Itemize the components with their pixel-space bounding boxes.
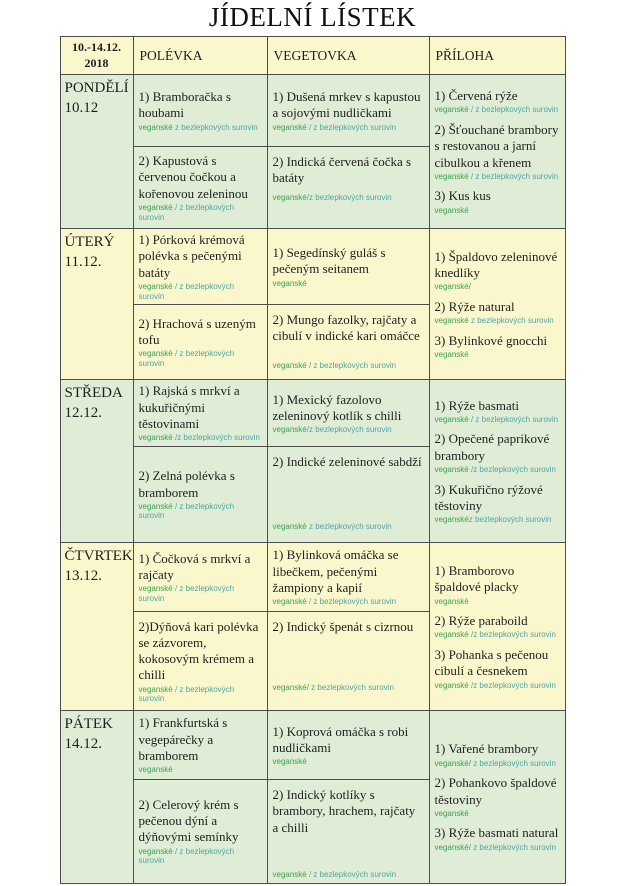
diet-note-vegan: veganské	[138, 202, 173, 212]
row-tuesday-top	[60, 229, 565, 305]
cell-monday-priloha	[429, 75, 565, 229]
menu-item-title: 2) Indická červená čočka s batáty	[272, 154, 412, 186]
menu-item-title: 1) Frankfurtská s vegepárečky a bramborem	[138, 715, 228, 763]
diet-note	[435, 759, 560, 769]
diet-note-vegan: veganské	[138, 122, 173, 132]
side-item	[435, 482, 560, 525]
diet-note	[273, 123, 424, 133]
menu-item-title: 1) Špaldovo zeleninové knedlíky	[434, 248, 558, 281]
menu-item-title: 2) Rýže natural	[434, 298, 515, 314]
column-header-priloha: PŘÍLOHA	[429, 37, 565, 75]
diet-note-gluten-free: z bezlepkových surovin	[470, 842, 556, 852]
menu-item-title: 1) Pórková krémová polévka s pečenými batáty	[138, 232, 245, 280]
diet-note-vegan: veganské	[272, 122, 307, 132]
day-date: 11.12.	[64, 253, 102, 270]
cell-wednesday-vegetovka-2	[267, 447, 429, 543]
menu-item-title: 1) Vařené brambory	[434, 741, 539, 757]
cell-wednesday-vegetovka-1	[267, 380, 429, 447]
side-item	[435, 647, 560, 690]
menu-item-title: 1) Rajská s mrkví a kukuřičnými těstovinami	[138, 383, 240, 431]
diet-note	[435, 206, 560, 216]
day-cell-thursday	[60, 543, 133, 711]
diet-note-gluten-free: / z bezlepkových surovin	[138, 684, 237, 704]
week-date-header	[60, 37, 133, 75]
diet-note	[139, 685, 262, 704]
menu-table	[60, 36, 566, 884]
day-name: ČTVRTEK	[64, 548, 133, 565]
diet-note-gluten-free: /z bezlepkových surovin	[468, 630, 556, 640]
diet-note-vegan: veganské/	[434, 282, 471, 292]
diet-note	[273, 597, 424, 607]
diet-note-vegan: veganské	[434, 464, 469, 474]
page-title: JÍDELNÍ LÍSTEK	[208, 2, 417, 32]
menu-item-title: 2) Opečené paprikové brambory	[434, 431, 550, 463]
diet-note-gluten-free: z bezlepkových surovin	[468, 316, 554, 326]
day-date: 13.12.	[64, 567, 102, 584]
diet-note-vegan: veganské	[138, 846, 173, 856]
cell-monday-polevka-2	[133, 147, 267, 229]
diet-note	[435, 415, 560, 425]
diet-note-vegan: veganské	[272, 597, 307, 607]
week-date-range: 10.-14.12.	[72, 40, 121, 54]
diet-note	[139, 123, 262, 133]
diet-note-gluten-free: /z bezlepkových surovin	[306, 192, 392, 202]
diet-note	[139, 502, 262, 521]
diet-note-vegan: veganské	[434, 414, 469, 424]
day-name: PONDĚLÍ	[64, 80, 129, 97]
diet-note-vegan: veganské/	[434, 842, 471, 852]
cell-thursday-vegetovka-1	[267, 543, 429, 612]
side-item	[435, 333, 560, 360]
side-item	[435, 741, 560, 768]
day-cell-monday	[60, 75, 133, 229]
side-item	[435, 431, 560, 474]
diet-note-vegan: veganské	[434, 808, 469, 818]
menu-item-title: 2) Indické zeleninové sabdží	[272, 454, 422, 470]
cell-monday-vegetovka-1	[267, 75, 429, 147]
diet-note-gluten-free: / z bezlepkových surovin	[138, 281, 237, 301]
diet-note-gluten-free: z bezlepkových surovin	[468, 515, 552, 525]
diet-note	[435, 316, 560, 326]
diet-note-gluten-free: /z bezlepkových surovin	[172, 433, 260, 443]
diet-note-gluten-free: / z bezlepkových surovin	[138, 501, 237, 521]
diet-note-gluten-free: /z bezlepkových surovin	[306, 425, 392, 435]
day-cell-wednesday	[60, 380, 133, 543]
diet-note-vegan: veganské	[272, 278, 307, 288]
diet-note-gluten-free: z bezlepkových surovin	[470, 758, 556, 768]
diet-note-vegan: veganské	[434, 680, 469, 690]
cell-tuesday-vegetovka-2	[267, 305, 429, 380]
menu-item-title: 1) Koprová omáčka s robi nudličkami	[272, 723, 409, 755]
diet-note-gluten-free: / z bezlepkových surovin	[306, 360, 397, 370]
side-item	[435, 775, 560, 818]
cell-monday-vegetovka-2	[267, 147, 429, 229]
diet-note	[435, 843, 560, 853]
menu-item-title: 2) Pohankovo špaldové těstoviny	[434, 775, 557, 807]
cell-tuesday-polevka-1	[133, 229, 267, 305]
menu-item-title: 2) Rýže paraboild	[434, 613, 528, 629]
diet-note-gluten-free: / z bezlepkových surovin	[468, 414, 559, 424]
diet-note-vegan: veganské	[434, 205, 469, 215]
diet-note-vegan: veganské	[272, 425, 307, 435]
menu-item-title: 2)Dýňová kari polévka se zázvorem, kokosovým krémem a chilli	[138, 618, 259, 683]
side-item	[435, 122, 560, 181]
diet-note-gluten-free: /z bezlepkových surovin	[468, 680, 556, 690]
diet-note-gluten-free: / z bezlepkových surovin	[138, 846, 237, 866]
day-date: 12.12.	[64, 404, 102, 421]
cell-tuesday-vegetovka-1	[267, 229, 429, 305]
row-wednesday-top	[60, 380, 565, 447]
cell-friday-vegetovka-1	[267, 711, 429, 780]
row-monday-top	[60, 75, 565, 147]
diet-note	[273, 425, 424, 435]
diet-note-gluten-free: / z bezlepkových surovin	[468, 171, 559, 181]
diet-note	[435, 172, 560, 182]
diet-note	[273, 279, 424, 289]
cell-friday-priloha	[429, 711, 565, 883]
diet-note	[435, 630, 560, 640]
diet-note-gluten-free: / z bezlepkových surovin	[306, 869, 397, 879]
cell-friday-polevka-1	[133, 711, 267, 780]
diet-note-gluten-free: z bezlepkových surovin	[172, 122, 258, 132]
menu-item-title: 2) Indický špenát s cizrnou	[272, 619, 414, 635]
diet-note-vegan: veganské	[272, 757, 307, 767]
menu-item-title: 3) Pohanka s pečenou cibulí a česnekem	[434, 647, 549, 679]
diet-note	[139, 349, 262, 368]
diet-note-vegan: veganské	[434, 105, 469, 115]
menu-item-title: 2) Hrachová s uzeným tofu	[138, 315, 256, 348]
diet-note	[273, 361, 424, 371]
diet-note-vegan: veganské	[434, 515, 469, 525]
menu-item-title: 1) Čočková s mrkví a rajčaty	[138, 550, 251, 583]
menu-item-title: 3) Rýže basmati natural	[434, 825, 559, 841]
diet-note-vegan: veganské	[434, 316, 469, 326]
diet-note	[435, 597, 560, 607]
diet-note	[139, 433, 262, 443]
menu-item-title: 1) Dušená mrkev s kapustou a sojovými nudličkami	[272, 89, 421, 121]
side-item	[435, 88, 560, 115]
diet-note-vegan: veganské/	[272, 683, 309, 693]
diet-note-gluten-free: / z bezlepkových surovin	[138, 202, 237, 222]
cell-thursday-priloha	[429, 543, 565, 711]
day-cell-tuesday	[60, 229, 133, 380]
diet-note	[273, 193, 424, 203]
column-header-vegetovka: VEGETOVKA	[267, 37, 429, 75]
diet-note	[139, 847, 262, 866]
side-item	[435, 188, 560, 215]
day-name: ÚTERÝ	[64, 234, 115, 251]
cell-monday-polevka-1	[133, 75, 267, 147]
diet-note-gluten-free: / z bezlepkových surovin	[138, 584, 237, 603]
row-thursday-top	[60, 543, 565, 612]
diet-note-gluten-free: z bezlepkových surovin	[308, 683, 394, 693]
diet-note-gluten-free: z bezlepkových surovin	[306, 522, 392, 532]
menu-item-title: 2) Šťouchané brambory s restovanou a jarní cibulkou a křenem	[434, 122, 559, 170]
cell-wednesday-polevka-2	[133, 447, 267, 543]
diet-note-vegan: veganské	[138, 433, 173, 443]
diet-note-vegan: veganské/	[434, 758, 471, 768]
diet-note-vegan: veganské	[272, 192, 307, 202]
diet-note-vegan: veganské	[272, 869, 307, 879]
diet-note	[273, 757, 424, 767]
diet-note	[139, 584, 262, 603]
diet-note-vegan: veganské	[434, 349, 469, 359]
diet-note-gluten-free: /z bezlepkových surovin	[468, 464, 556, 474]
cell-wednesday-priloha	[429, 380, 565, 543]
diet-note	[273, 683, 424, 693]
day-date: 14.12.	[64, 735, 102, 752]
diet-note	[435, 465, 560, 475]
diet-note	[273, 522, 424, 532]
cell-tuesday-priloha	[429, 229, 565, 380]
menu-item-title: 2) Indický kotlíky s brambory, hrachem, rajčaty a chilli	[272, 787, 416, 835]
diet-note-vegan: veganské	[272, 360, 307, 370]
diet-note-vegan: veganské	[434, 596, 469, 606]
diet-note	[435, 105, 560, 115]
diet-note	[139, 765, 262, 775]
menu-item-title: 1) Bylinková omáčka se libečkem, pečenými žampiony a kapií	[272, 547, 399, 595]
day-name: STŘEDA	[64, 385, 123, 402]
diet-note-vegan: veganské	[138, 281, 173, 291]
menu-item-title: 2) Zelná polévka s bramborem	[138, 468, 235, 500]
side-item	[435, 299, 560, 326]
diet-note-vegan: veganské	[138, 684, 173, 694]
side-item	[435, 563, 560, 606]
menu-item-title: 1) Bramborovo špaldové placky	[434, 563, 519, 595]
diet-note-vegan: veganské	[434, 630, 469, 640]
diet-note-vegan: veganské	[138, 349, 173, 359]
diet-note-gluten-free: / z bezlepkových surovin	[468, 105, 559, 115]
side-item	[435, 249, 560, 292]
menu-item-title: 3) Bylinkové gnocchi	[434, 332, 548, 348]
menu-item-title: 3) Kukuřično rýžové těstoviny	[434, 481, 543, 513]
cell-tuesday-polevka-2	[133, 305, 267, 380]
row-friday-top	[60, 711, 565, 780]
diet-note	[139, 282, 262, 301]
menu-item-title: 1) Bramboračka s houbami	[138, 89, 231, 121]
diet-note-gluten-free: / z bezlepkových surovin	[138, 349, 237, 368]
menu-item-title: 3) Kus kus	[434, 188, 491, 204]
menu-item-title: 2) Celerový krém s pečenou dýní a dýňovými semínky	[138, 796, 239, 845]
diet-note	[435, 282, 560, 292]
side-item	[435, 613, 560, 640]
cell-friday-vegetovka-2	[267, 780, 429, 883]
diet-note	[139, 203, 262, 222]
cell-thursday-polevka-2	[133, 612, 267, 711]
side-item	[435, 398, 560, 425]
cell-friday-polevka-2	[133, 780, 267, 883]
diet-note-gluten-free: / z bezlepkových surovin	[306, 597, 397, 607]
day-name: PÁTEK	[64, 716, 113, 733]
diet-note	[435, 681, 560, 691]
diet-note	[435, 515, 560, 525]
diet-note	[273, 870, 424, 880]
menu-item-title: 1) Segedínský guláš s pečeným seitanem	[272, 245, 386, 277]
menu-item-title: 2) Kapustová s červenou čočkou a kořenovou zeleninou	[138, 153, 248, 201]
diet-note-vegan: veganské	[434, 171, 469, 181]
cell-thursday-vegetovka-2	[267, 612, 429, 711]
diet-note-vegan: veganské	[138, 584, 173, 594]
cell-wednesday-polevka-1	[133, 380, 267, 447]
menu-item-title: 1) Mexický fazolovo zeleninový kotlík s chilli	[272, 391, 402, 423]
menu-item-title: 1) Rýže basmati	[434, 397, 519, 413]
menu-item-title: 1) Červená rýže	[434, 88, 518, 104]
day-date: 10.12	[64, 99, 99, 116]
side-item	[435, 825, 560, 852]
day-cell-friday	[60, 711, 133, 883]
diet-note	[435, 809, 560, 819]
column-header-polevka: POLÉVKA	[133, 37, 267, 75]
diet-note-vegan: veganské	[272, 522, 307, 532]
menu-item-title: 2) Mungo fazolky, rajčaty a cibulí v indické kari omáčce	[272, 312, 420, 344]
cell-thursday-polevka-1	[133, 543, 267, 612]
diet-note-gluten-free: / z bezlepkových surovin	[306, 122, 397, 132]
header-row	[60, 37, 565, 75]
diet-note	[435, 350, 560, 360]
diet-note-vegan: veganské	[138, 501, 173, 511]
diet-note-vegan: veganské	[138, 765, 173, 775]
week-year: 2018	[84, 55, 109, 70]
